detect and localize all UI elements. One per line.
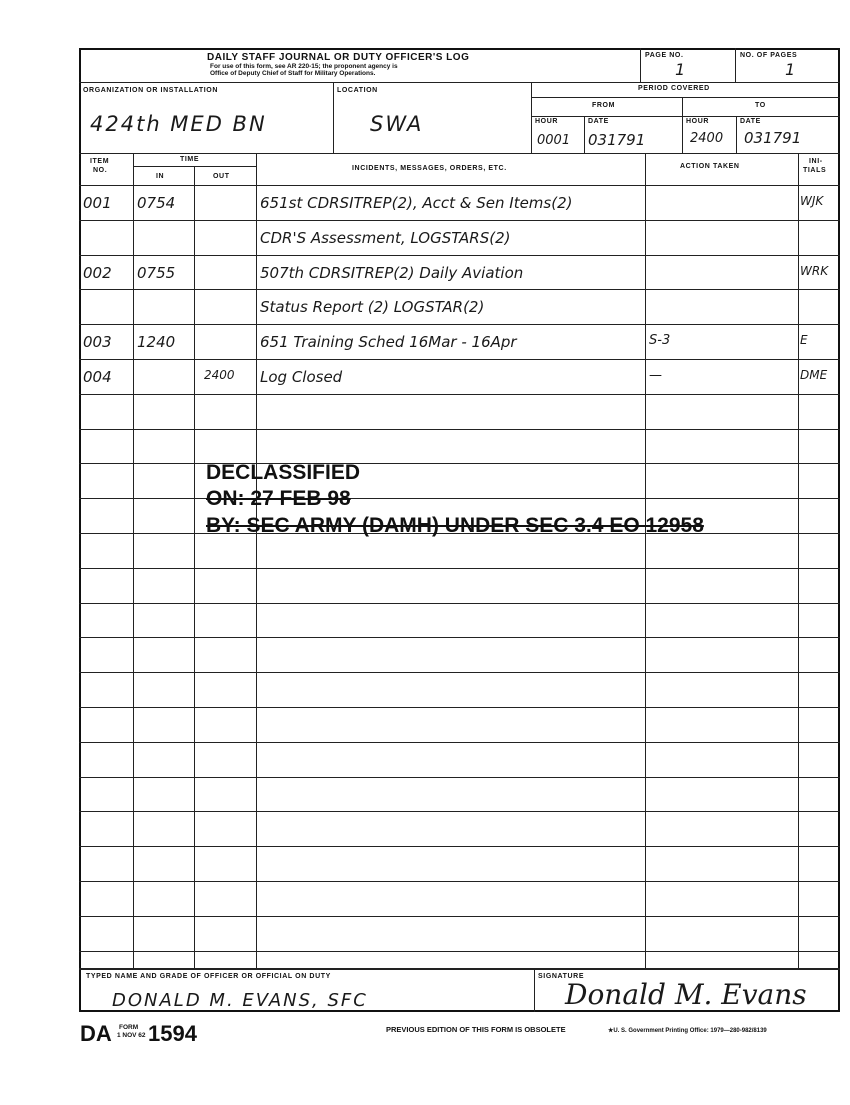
declassified-stamp-line3: BY: SEC ARMY (DAMH) UNDER SEC 3.4 EO 12958 [206, 514, 704, 537]
column-line [645, 153, 646, 968]
no-pages-divider [735, 48, 736, 82]
form-number: 1594 [148, 1021, 197, 1046]
from-hour-label: HOUR [535, 118, 559, 125]
location-value: SWA [370, 112, 424, 136]
row-incident-text: Log Closed [260, 368, 343, 386]
form-da: DA [80, 1021, 112, 1046]
officer-label: TYPED NAME AND GRADE OF OFFICER OR OFFICIAL ON DUTY [86, 973, 331, 980]
row-incident-text: 507th CDRSITREP(2) Daily Aviation [260, 264, 524, 282]
column-line [194, 166, 195, 968]
item-no-label-1: ITEM [90, 158, 110, 165]
period-covered-label: PERIOD COVERED [638, 85, 710, 92]
from-to-divider [682, 97, 683, 153]
organization-value: 424th MED BN [90, 112, 267, 136]
row-action-taken: — [649, 368, 662, 383]
row-item-no: 002 [83, 264, 112, 282]
row-incident-text: 651st CDRSITREP(2), Acct & Sen Items(2) [260, 194, 573, 212]
signature-divider [534, 968, 535, 1012]
row-initials: DME [800, 368, 828, 382]
page-no-divider [640, 48, 641, 82]
officer-name: DONALD M. EVANS, SFC [112, 990, 368, 1011]
location-divider [333, 82, 334, 153]
header-divider [79, 82, 840, 83]
to-hour-label: HOUR [686, 118, 710, 125]
obsolete-notice: PREVIOUS EDITION OF THIS FORM IS OBSOLETE [386, 1025, 566, 1034]
officer-signature: Donald M. Evans [565, 978, 807, 1011]
initials-label-2: TIALS [803, 167, 827, 174]
from-hour-value: 0001 [537, 133, 571, 148]
no-of-pages-label: NO. OF PAGES [740, 52, 798, 59]
period-hour-divider [531, 116, 840, 117]
no-of-pages-value: 1 [785, 60, 796, 79]
page-no-label: PAGE NO. [645, 52, 684, 59]
declassified-stamp-line1: DECLASSIFIED [206, 461, 361, 484]
form-subtitle-2: Office of Deputy Chief of Staff for Military Operations. [210, 70, 376, 77]
form-subtitle-1: For use of this form, see AR 220-15; the proponent agency is [210, 63, 398, 70]
row-item-no: 004 [83, 368, 112, 386]
form-title: DAILY STAFF JOURNAL OR DUTY OFFICER'S LOG [207, 52, 470, 63]
header-bottom-divider [79, 153, 840, 154]
location-label: LOCATION [337, 87, 378, 94]
incidents-label: INCIDENTS, MESSAGES, ORDERS, ETC. [352, 165, 507, 172]
column-line [798, 153, 799, 968]
form-label: FORM [119, 1024, 139, 1031]
row-time-in: 1240 [137, 333, 176, 351]
initials-label-1: INI- [809, 158, 823, 165]
time-out-label: OUT [213, 173, 230, 180]
row-incident-text: Status Report (2) LOGSTAR(2) [260, 298, 485, 316]
action-taken-label: ACTION TAKEN [680, 163, 740, 170]
time-label: TIME [180, 156, 200, 163]
column-line [256, 153, 257, 968]
grid-bottom-line [79, 968, 840, 970]
signature-label: SIGNATURE [538, 973, 585, 980]
from-date-label: DATE [588, 118, 609, 125]
row-item-no: 001 [83, 194, 112, 212]
row-action-taken: S-3 [649, 333, 671, 348]
period-sub-divider [531, 97, 840, 98]
to-hour-value: 2400 [690, 131, 724, 146]
row-initials: WJK [800, 194, 824, 208]
row-time-out: 2400 [204, 368, 235, 382]
row-incident-text: 651 Training Sched 16Mar - 16Apr [260, 333, 517, 351]
to-date-value: 031791 [744, 129, 802, 147]
column-line [133, 153, 134, 968]
from-date-value: 031791 [588, 131, 646, 149]
from-hour-date-divider [584, 116, 585, 153]
declassified-stamp-line2: ON: 27 FEB 98 [206, 487, 351, 510]
from-label: FROM [592, 102, 616, 109]
row-time-in: 0754 [137, 194, 176, 212]
row-time-in: 0755 [137, 264, 176, 282]
to-hour-date-divider [736, 116, 737, 153]
time-in-label: IN [156, 173, 165, 180]
printing-office: ★U. S. Government Printing Office: 1979—280-982/8139 [608, 1028, 767, 1034]
row-incident-text: CDR'S Assessment, LOGSTARS(2) [260, 229, 511, 247]
organization-label: ORGANIZATION OR INSTALLATION [83, 87, 219, 94]
page-no-value: 1 [675, 60, 686, 79]
row-item-no: 003 [83, 333, 112, 351]
row-initials: E [800, 333, 808, 347]
period-divider [531, 82, 532, 153]
to-date-label: DATE [740, 118, 761, 125]
to-label: TO [755, 102, 766, 109]
form-date: 1 NOV 62 [117, 1032, 146, 1039]
item-no-label-2: NO. [93, 167, 108, 174]
row-initials: WRK [800, 264, 829, 278]
